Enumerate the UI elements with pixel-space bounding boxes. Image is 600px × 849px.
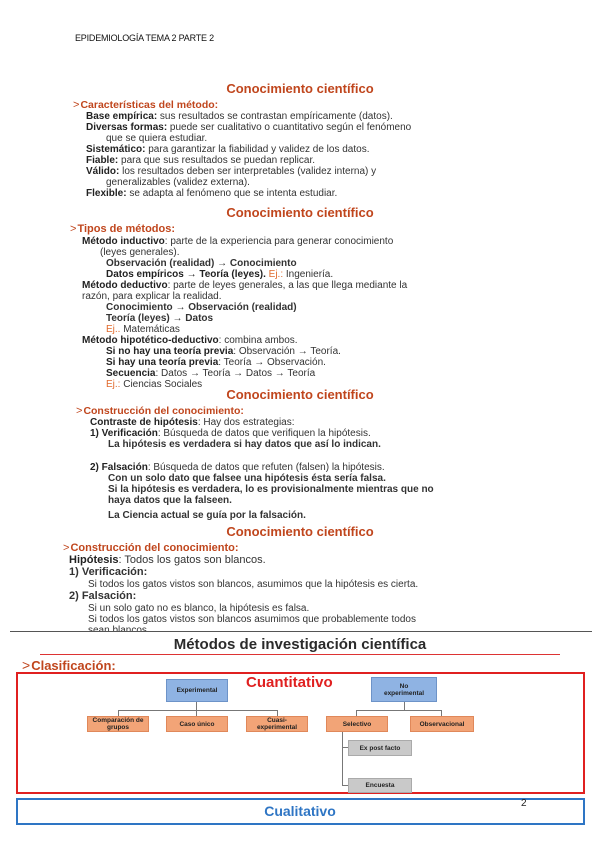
node-encuesta: Encuesta	[348, 778, 412, 793]
chevron-right-icon: >	[22, 657, 31, 673]
section-1-title: Conocimiento científico	[226, 81, 374, 96]
text-line: Teoría (leyes) → Datos	[106, 313, 214, 324]
text-line: 2) Falsación:	[69, 590, 137, 602]
text-line: Método hipotético-deductivo: combina ambos.	[82, 335, 298, 346]
chevron-right-icon: >	[73, 99, 80, 111]
qualitative-label: Cualitativo	[264, 803, 336, 819]
text-line: Si todos los gatos vistos son blancos asumimos que probablemente todos	[88, 614, 416, 625]
text-line: generalizables (validez externa).	[106, 177, 250, 188]
node-comparacion-grupos: Comparación de grupos	[87, 716, 149, 732]
section-4-title: Conocimiento científico	[226, 524, 374, 539]
chevron-right-icon: >	[70, 223, 77, 235]
quantitative-label: Cuantitativo	[246, 674, 333, 691]
text-line: (leyes generales).	[100, 247, 180, 258]
text-line: Contraste de hipótesis: Hay dos estrategias:	[90, 417, 295, 428]
node-experimental: Experimental	[166, 679, 228, 702]
clasificacion-heading: >Clasificación:	[22, 657, 116, 673]
document-header: EPIDEMIOLOGÍA TEMA 2 PARTE 2	[75, 33, 214, 43]
chevron-right-icon: >	[63, 542, 70, 554]
node-observacional: Observacional	[410, 716, 474, 732]
text-line: 1) Verificación:	[69, 566, 148, 578]
section-2-title: Conocimiento científico	[226, 205, 374, 220]
node-no-experimental: No experimental	[371, 677, 437, 702]
section-1-subtitle: >Características del método:	[73, 99, 219, 111]
text-line: Ej.: Ciencias Sociales	[106, 379, 203, 390]
text-line: Fiable: para que sus resultados se puedan replicar.	[86, 155, 316, 166]
text-line: Sistemático: para garantizar la fiabilidad y validez de los datos.	[86, 144, 370, 155]
text-line: Método inductivo: parte de la experiencia para generar conocimiento	[82, 236, 394, 247]
text-line: 2) Falsación: Búsqueda de datos que refuten (falsen) la hipótesis.	[90, 462, 385, 473]
text-line: Observación (realidad) → Conocimiento	[106, 258, 297, 269]
slide-title: Métodos de investigación científica	[173, 636, 427, 653]
text-line: La hipótesis es verdadera si hay datos que así lo indican.	[108, 439, 381, 450]
section-3-subtitle: >Construcción del conocimiento:	[76, 405, 244, 417]
text-line: Si un solo gato no es blanco, la hipótesis es falsa.	[88, 603, 310, 614]
text-line: Método deductivo: parte de leyes generales, a las que llega mediante la	[82, 280, 408, 291]
node-ex-post-facto: Ex post facto	[348, 740, 412, 756]
text-line: Si todos los gatos vistos son blancos, asumimos que la hipótesis es cierta.	[88, 579, 419, 590]
text-line: Conocimiento → Observación (realidad)	[106, 302, 297, 313]
connector	[404, 702, 405, 710]
connector	[196, 702, 197, 710]
page-number: 2	[521, 798, 527, 809]
connector	[356, 710, 442, 711]
chevron-right-icon: >	[76, 405, 83, 417]
text-line: La Ciencia actual se guía por la falsación.	[108, 510, 306, 521]
text-line: Secuencia: Datos → Teoría → Datos → Teoría	[106, 368, 316, 379]
text-line: Con un solo dato que falsee una hipótesis ésta sería falsa.	[108, 473, 386, 484]
node-cuasi-experimental: Cuasi-experimental	[246, 716, 308, 732]
text-line: Ej.. Matemáticas	[106, 324, 180, 335]
connector	[342, 732, 343, 786]
text-line: Flexible: se adapta al fenómeno que se intenta estudiar.	[86, 188, 338, 199]
text-line: Si no hay una teoría previa: Observación → Teoría.	[106, 346, 341, 357]
title-divider	[40, 654, 560, 655]
text-line: que se quiera estudiar.	[106, 133, 208, 144]
text-line: haya datos que la falseen.	[108, 495, 232, 506]
text-line: Diversas formas: puede ser cualitativo o cuantitativo según el fenómeno	[86, 122, 412, 133]
node-caso-unico: Caso único	[166, 716, 228, 732]
section-2-subtitle: >Tipos de métodos:	[70, 223, 176, 235]
section-4-subtitle: >Construcción del conocimiento:	[63, 542, 239, 554]
text-line: razón, para explicar la realidad.	[82, 291, 222, 302]
text-line: Base empírica: sus resultados se contrastan empíricamente (datos).	[86, 111, 393, 122]
text-line: Si la hipótesis es verdadera, lo es provisionalmente mientras que no	[108, 484, 434, 495]
text-line: 1) Verificación: Búsqueda de datos que verifiquen la hipótesis.	[90, 428, 371, 439]
text-line: Hipótesis: Todos los gatos son blancos.	[69, 554, 266, 566]
text-line: Si hay una teoría previa: Teoría → Observación.	[106, 357, 326, 368]
connector	[118, 710, 278, 711]
text-line: Datos empíricos → Teoría (leyes). Ej.: Ingeniería.	[106, 269, 334, 280]
node-selectivo: Selectivo	[326, 716, 388, 732]
text-line: Válido: los resultados deben ser interpretables (validez interna) y	[86, 166, 377, 177]
section-3-title: Conocimiento científico	[226, 387, 374, 402]
